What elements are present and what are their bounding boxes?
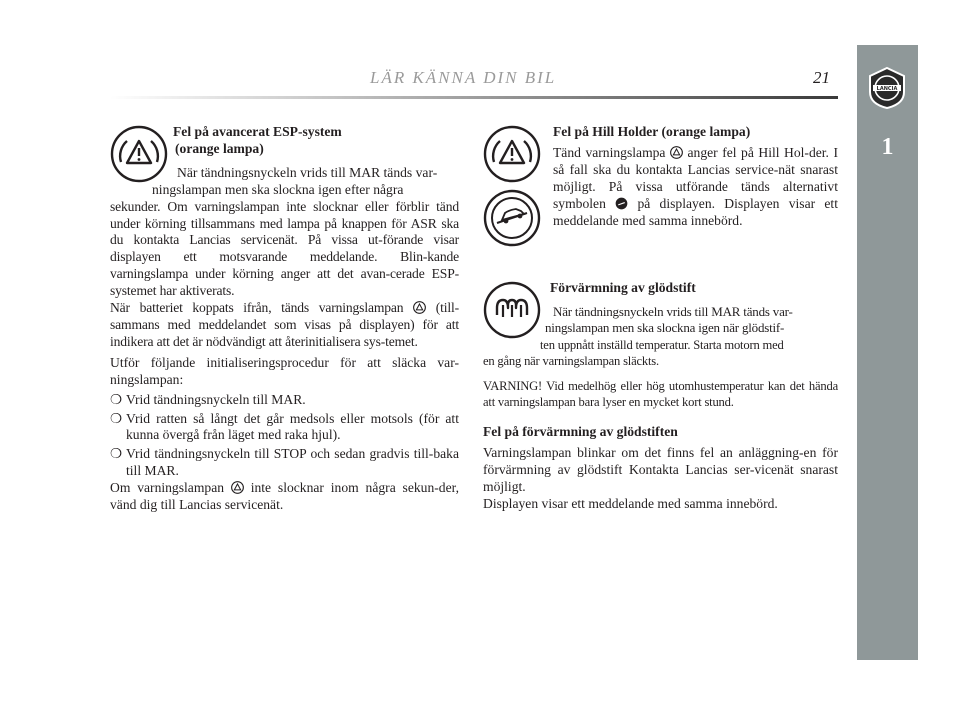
final-text-b: inte slocknar inom några sekun-der, vänd dig till Lancias servicenät. <box>110 480 459 513</box>
bullet-ring-icon: ❍ <box>110 446 123 462</box>
hill-holder-car-inline-icon <box>615 197 628 210</box>
header-rule <box>110 96 838 99</box>
list-item-text: Vrid tändningsnyckeln till STOP och sedan gradvis till-baka till MAR. <box>126 446 459 479</box>
battery-paragraph <box>110 300 459 351</box>
glow-fault-display-note: Displayen visar ett meddelande med samma innebörd. <box>483 495 778 511</box>
glow-plug-line2: ningslampan men ska slockna igen när glödstif- <box>545 320 785 336</box>
list-item <box>110 446 459 480</box>
final-paragraph <box>110 480 459 514</box>
glow-plug-heading: Förvärmning av glödstift <box>550 280 696 295</box>
esp-warning-inline-icon <box>413 301 426 314</box>
esp-heading: Fel på avancerat ESP-system <box>173 124 342 139</box>
init-paragraph: Utför följande initialiseringsprocedur för att släcka var-ningslampan: <box>110 354 459 387</box>
hill-holder-text-c: på displayen. Displayen visar ett meddelande med samma innebörd. <box>553 195 838 228</box>
esp-text-line2: ningslampan men ska slockna igen efter några <box>152 181 404 197</box>
page-number: 21 <box>813 68 830 87</box>
list-item-text: Vrid ratten så långt det går medsols eller motsols (för att kunna övergå från läget med raka hjul). <box>126 410 459 443</box>
glow-plug-line1: När tändningsnyckeln vrids till MAR tänds var- <box>553 303 793 319</box>
running-header: LÄR KÄNNA DIN BIL <box>370 68 557 87</box>
esp-paragraph: sekunder. Om varningslampan inte slocknar eller förblir tänd under körning tillsammans med lampa på knappen för ASR ska du kontakta Lancias servicenät. På vissa ut-förande visar displayen ett motsvarande meddelande. Blin-kande varningslampa under körning anger att det avan-cerade ESP-systemet har aktiverats. <box>110 198 459 299</box>
bullet-ring-icon: ❍ <box>110 410 123 426</box>
hill-holder-warning-icon <box>483 125 541 183</box>
esp-subheading: (orange lampa) <box>175 140 264 156</box>
bullet-ring-icon: ❍ <box>110 391 123 407</box>
hill-holder-text-a: Tänd varningslampa <box>553 144 666 160</box>
esp-text-line1: När tändningsnyckeln vrids till MAR tänds var- <box>177 164 438 180</box>
hill-holder-car-icon <box>483 189 541 247</box>
esp-warning-inline-icon <box>231 481 244 494</box>
chapter-number: 1 <box>881 134 894 160</box>
glow-fault-heading: Fel på förvärmning av glödstiften <box>483 424 678 440</box>
warning-note: VARNING! Vid medelhög eller hög utomhustemperatur kan det hända att varningslampan bara lyser en mycket kort stund. <box>483 378 838 409</box>
left-column <box>110 124 459 514</box>
final-text-a: Om varningslampan <box>110 480 225 496</box>
battery-text-b: (till-sammans med meddelandet som visas på displayen) för att indikera att det är nödvändigt att återinitialisera sys-temet. <box>110 300 460 349</box>
glow-plug-line3: ten uppnått inställd temperatur. Starta motorn med <box>540 337 784 352</box>
hill-holder-heading: Fel på Hill Holder (orange lampa) <box>553 124 751 139</box>
hill-holder-text-b: anger fel på Hill Hol-der. I så fall ska du kontakta Lancias service-nät snarast möjligt. På vissa utförande tänds alternativt symbolen <box>553 144 838 211</box>
hill-holder-section <box>553 124 838 229</box>
battery-text-a: När batteriet koppats ifrån, tänds varningslampan <box>110 300 404 316</box>
svg-text:LANCIA: LANCIA <box>876 86 898 92</box>
hill-holder-paragraph <box>553 145 838 230</box>
hill-holder-inline-icon <box>670 146 683 159</box>
lancia-logo-icon <box>866 66 908 110</box>
list-item <box>110 392 459 409</box>
glow-plug-section <box>483 280 838 513</box>
glow-fault-paragraph: Varningslampan blinkar om det finns fel an anläggning-en för förvärmning av glödstift Kontakta Lancias ser-vicenät snarast möjligt. <box>483 445 838 495</box>
list-item-text: Vrid tändningsnyckeln till MAR. <box>126 391 306 407</box>
list-item <box>110 411 459 445</box>
glow-plug-line4: en gång när varningslampan släckts. <box>483 354 659 369</box>
